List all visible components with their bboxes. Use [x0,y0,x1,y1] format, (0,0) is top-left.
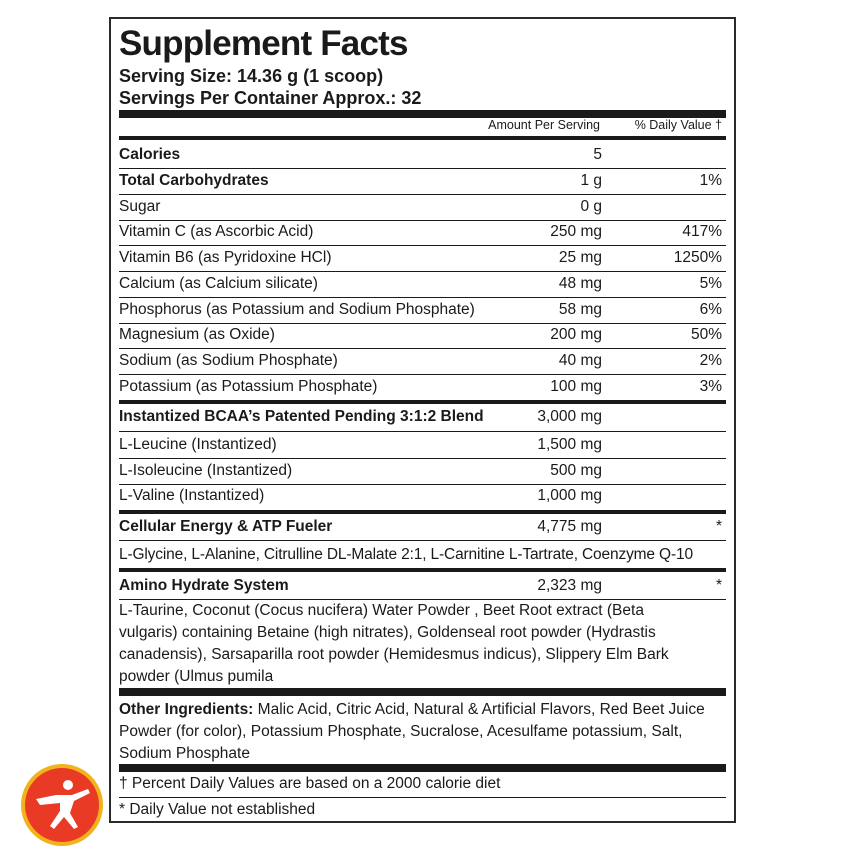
nutrient-dv: 3% [699,378,722,395]
footnote-text: * Daily Value not established [119,801,316,818]
nutrient-name: Total Carbohydrates [119,172,269,189]
panel-title: Supplement Facts [119,24,408,63]
nutrient-row [119,169,726,193]
blend-row-cellular [119,515,726,539]
blend-item-amount: 500 mg [550,462,602,479]
footnote-not-established [119,798,726,822]
nutrient-amount: 40 mg [558,352,602,369]
divider-thick [119,688,726,696]
nutrient-dv: 5% [699,275,722,292]
nutrient-amount: 0 g [580,198,602,215]
nutrient-name: Sugar [119,198,161,215]
footnote-text: † Percent Daily Values are based on a 2000 calorie diet [119,775,501,792]
blend-amount: 3,000 mg [537,408,602,425]
divider-thick [119,110,726,118]
blend-dv: * [715,518,722,535]
blend-item-row [119,459,726,483]
nutrient-name: Magnesium (as Oxide) [119,326,275,343]
other-ingredients-label: Other Ingredients: [119,701,254,718]
divider-medium [119,136,726,140]
blend-item-amount: 1,500 mg [537,436,602,453]
nutrient-dv: 417% [682,223,722,240]
person-figure-icon [20,763,104,847]
nutrient-name: Sodium (as Sodium Phosphate) [119,352,338,369]
divider-medium [119,568,726,572]
divider-medium [119,510,726,514]
blend-name: Cellular Energy & ATP Fueler [119,518,333,535]
other-ingredients [119,699,726,765]
nutrient-name: Vitamin B6 (as Pyridoxine HCl) [119,249,332,266]
other-ingredients-text: Malic Acid, Citric Acid, Natural & Artificial Flavors, Red Beet Juice Powder (for color), Potassium Phosphate, Sucralose, Acesulfame potassium, Salt, Sodium Phosphate [119,701,705,762]
nutrient-row [119,349,726,373]
nutrient-name: Calories [119,146,181,163]
nutrient-row [119,246,726,270]
blend-item-name: L-Isoleucine (Instantized) [119,462,293,479]
cellular-ingredients [119,543,726,567]
nutrient-row [119,375,726,399]
ingredients-text: L-Glycine, L-Alanine, Citrulline DL-Malate 2:1, L-Carnitine L-Tartrate, Coenzyme Q-10 [119,546,693,563]
nutrient-dv: 50% [690,326,722,343]
nutrient-name: Calcium (as Calcium silicate) [119,275,318,292]
blend-item-name: L-Valine (Instantized) [119,487,265,504]
nutrient-row [119,220,726,244]
supplement-facts-panel [109,17,736,823]
nutrient-dv: 2% [699,352,722,369]
nutrient-dv: 1250% [673,249,722,266]
nutrient-amount: 250 mg [550,223,602,240]
nutrient-amount: 5 [593,146,602,163]
divider-thin [119,431,726,432]
nutrient-row [119,195,726,219]
nutrient-amount: 58 mg [558,301,602,318]
blend-item-row [119,484,726,508]
nutrient-name: Vitamin C (as Ascorbic Acid) [119,223,314,240]
blend-amount: 4,775 mg [537,518,602,535]
blend-item-amount: 1,000 mg [537,487,602,504]
blend-name: Instantized BCAA’s Patented Pending 3:1:2 Blend [119,408,484,425]
blend-dv: * [715,577,722,594]
nutrient-dv: 1% [699,172,722,189]
nutrient-dv: 6% [699,301,722,318]
nutrient-amount: 25 mg [558,249,602,266]
nutrient-row [119,298,726,322]
servings-per-container: Servings Per Container Approx.: 32 [119,88,422,108]
amount-header: Amount Per Serving [488,118,600,132]
blend-name: Amino Hydrate System [119,577,289,594]
divider-thick [119,764,726,772]
nutrient-row [119,323,726,347]
nutrient-row [119,272,726,296]
nutrient-name: Phosphorus (as Potassium and Sodium Phosphate) [119,301,475,318]
divider-thin [119,540,726,541]
nutrient-amount: 100 mg [550,378,602,395]
blend-amount: 2,323 mg [537,577,602,594]
blend-row-bcaa [119,405,726,429]
nutrient-row [119,143,726,167]
daily-value-header: % Daily Value † [634,118,722,132]
blend-row-amino [119,574,726,598]
nutrient-amount: 48 mg [558,275,602,292]
amino-ingredients: L-Taurine, Coconut (Cocus nucifera) Water Powder , Beet Root extract (Beta vulgaris) containing Betaine (high nitrates), Goldenseal root powder (Hydrastis canadensis), Sarsaparilla root powder (Hemidesmus indicus), Slippery Elm Bark powder (Ulmus pumila [119,602,669,685]
divider-medium [119,400,726,404]
nutrient-amount: 200 mg [550,326,602,343]
blend-item-name: L-Leucine (Instantized) [119,436,277,453]
brand-logo [20,763,104,847]
nutrient-amount: 1 g [580,172,602,189]
footnote-percent [119,772,726,796]
blend-item-row [119,433,726,457]
nutrient-name: Potassium (as Potassium Phosphate) [119,378,378,395]
serving-size: Serving Size: 14.36 g (1 scoop) [119,66,384,86]
